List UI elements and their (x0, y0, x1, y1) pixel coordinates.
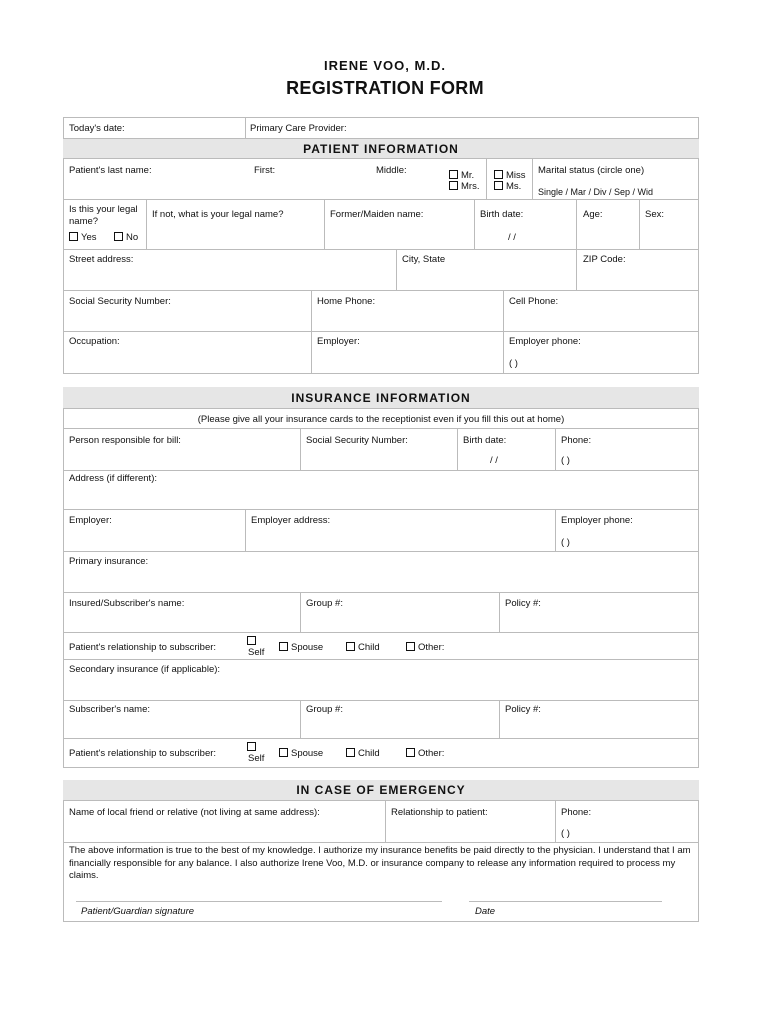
checkbox-icon (494, 170, 503, 179)
date-field[interactable] (469, 880, 662, 900)
street-address-label: Street address: (69, 254, 134, 265)
title-mr-label: Mr. (461, 170, 475, 181)
emergency-phone-parens[interactable]: ( ) (561, 828, 570, 839)
title-mrs-label: Mrs. (461, 181, 480, 192)
secondary-other-option[interactable] (406, 748, 444, 760)
checkbox-icon (279, 748, 288, 757)
insurance-info-band: INSURANCE INFORMATION (63, 387, 699, 409)
home-phone-label: Home Phone: (317, 296, 376, 307)
ins-employer-phone-label: Employer phone: (561, 515, 633, 526)
date-label: Date (475, 906, 496, 917)
sex-label: Sex: (645, 209, 665, 220)
legal-yes[interactable] (69, 232, 97, 244)
primary-child-option[interactable] (346, 642, 380, 654)
ins-birth-slashes[interactable]: / / (490, 455, 498, 466)
ins-ssn-label: Social Security Number: (306, 435, 408, 446)
legal-name-question: Is this your legal name? (69, 204, 138, 227)
other-label: Other: (418, 642, 445, 653)
ins-phone-label: Phone: (561, 435, 592, 446)
primary-care-label: Primary Care Provider: (250, 123, 347, 134)
other-label: Other: (418, 748, 445, 759)
secondary-policy-label: Policy #: (505, 704, 541, 715)
legal-name-label: If not, what is your legal name? (152, 209, 284, 220)
primary-self-option[interactable] (245, 634, 267, 658)
subscriber-name-label: Subscriber's name: (69, 704, 151, 715)
signature-field[interactable] (76, 880, 442, 900)
employer-phone-label: Employer phone: (509, 336, 581, 347)
checkbox-icon (406, 748, 415, 757)
todays-date-label: Today's date: (69, 123, 125, 134)
checkbox-icon (346, 748, 355, 757)
checkbox-icon (247, 742, 256, 751)
secondary-child-option[interactable] (346, 748, 380, 760)
form-title: REGISTRATION FORM (286, 78, 484, 98)
checkbox-icon (406, 642, 415, 651)
primary-group-label: Group #: (306, 598, 343, 609)
occupation-label: Occupation: (69, 336, 120, 347)
self-label: Self (248, 647, 265, 658)
ins-employer-address-label: Employer address: (251, 515, 331, 526)
primary-care-field[interactable] (352, 119, 696, 137)
ins-employer-label: Employer: (69, 515, 112, 526)
doctor-name: IRENE VOO, M.D. (324, 58, 446, 73)
child-label: Child (358, 642, 380, 653)
first-name-label: First: (254, 165, 276, 176)
secondary-insurance-field[interactable] (66, 678, 696, 698)
street-address-field[interactable] (66, 268, 392, 288)
employer-phone-parens[interactable]: ( ) (509, 358, 518, 369)
marital-options[interactable]: Single / Mar / Div / Sep / Wid (538, 187, 654, 197)
spouse-label: Spouse (291, 748, 324, 759)
ins-birth-label: Birth date: (463, 435, 507, 446)
employer-label: Employer: (317, 336, 360, 347)
title-mrs[interactable] (449, 181, 479, 193)
secondary-group-label: Group #: (306, 704, 343, 715)
checkbox-icon (346, 642, 355, 651)
title-ms[interactable] (494, 181, 521, 193)
primary-policy-label: Policy #: (505, 598, 541, 609)
ins-address-label: Address (if different): (69, 473, 158, 484)
secondary-insurance-label: Secondary insurance (if applicable): (69, 664, 221, 675)
cell-phone-label: Cell Phone: (509, 296, 559, 307)
emergency-phone-label: Phone: (561, 807, 592, 818)
legal-no[interactable] (114, 232, 138, 244)
checkbox-icon (494, 181, 503, 190)
marital-label: Marital status (circle one) (538, 165, 645, 176)
last-name-field[interactable] (158, 161, 250, 197)
child-label: Child (358, 748, 380, 759)
emergency-relationship-label: Relationship to patient: (391, 807, 488, 818)
checkbox-icon (69, 232, 78, 241)
age-label: Age: (583, 209, 603, 220)
ins-employer-phone-parens[interactable]: ( ) (561, 537, 570, 548)
primary-spouse-option[interactable] (279, 642, 323, 654)
emergency-friend-label: Name of local friend or relative (not living at same address): (69, 807, 320, 818)
primary-insurance-label: Primary insurance: (69, 556, 149, 567)
spouse-label: Spouse (291, 642, 324, 653)
todays-date-field[interactable] (130, 119, 242, 137)
checkbox-icon (247, 636, 256, 645)
insured-name-label: Insured/Subscriber's name: (69, 598, 185, 609)
checkbox-icon (114, 232, 123, 241)
birth-date-slashes[interactable]: / / (508, 232, 516, 243)
primary-relationship-label: Patient's relationship to subscriber: (69, 642, 217, 653)
signature-label: Patient/Guardian signature (81, 906, 195, 917)
zip-label: ZIP Code: (583, 254, 626, 265)
last-name-label: Patient's last name: (69, 165, 152, 176)
ins-address-field[interactable] (66, 487, 696, 507)
title-miss-label: Miss (506, 170, 526, 181)
responsible-label: Person responsible for bill: (69, 435, 181, 446)
birth-date-label: Birth date: (480, 209, 524, 220)
legal-no-label: No (126, 232, 139, 243)
checkbox-icon (449, 181, 458, 190)
insurance-note: (Please give all your insurance cards to the receptionist even if you fill this out at home) (197, 414, 565, 425)
former-name-label: Former/Maiden name: (330, 209, 424, 220)
legal-yes-label: Yes (81, 232, 97, 243)
first-name-field[interactable] (280, 161, 372, 197)
secondary-self-option[interactable] (245, 740, 267, 764)
ins-phone-parens[interactable]: ( ) (561, 455, 570, 466)
secondary-relationship-label: Patient's relationship to subscriber: (69, 748, 217, 759)
authorization-statement: The above information is true to the best of my knowledge. I authorize my insurance benefits be paid directly to the physician. I understand that I am financially responsible for any balance. I also authorize Irene Voo, M.D. or insurance company to release any information required to process my claims. (69, 845, 691, 881)
checkbox-icon (279, 642, 288, 651)
self-label: Self (248, 753, 265, 764)
secondary-spouse-option[interactable] (279, 748, 323, 760)
patient-info-band: PATIENT INFORMATION (63, 138, 699, 159)
primary-insurance-field[interactable] (66, 570, 696, 590)
title-ms-label: Ms. (506, 181, 522, 192)
middle-name-label: Middle: (376, 165, 407, 176)
city-state-label: City, State (402, 254, 446, 265)
emergency-band: IN CASE OF EMERGENCY (63, 780, 699, 801)
primary-other-option[interactable] (406, 642, 444, 654)
checkbox-icon (449, 170, 458, 179)
ssn-label: Social Security Number: (69, 296, 171, 307)
